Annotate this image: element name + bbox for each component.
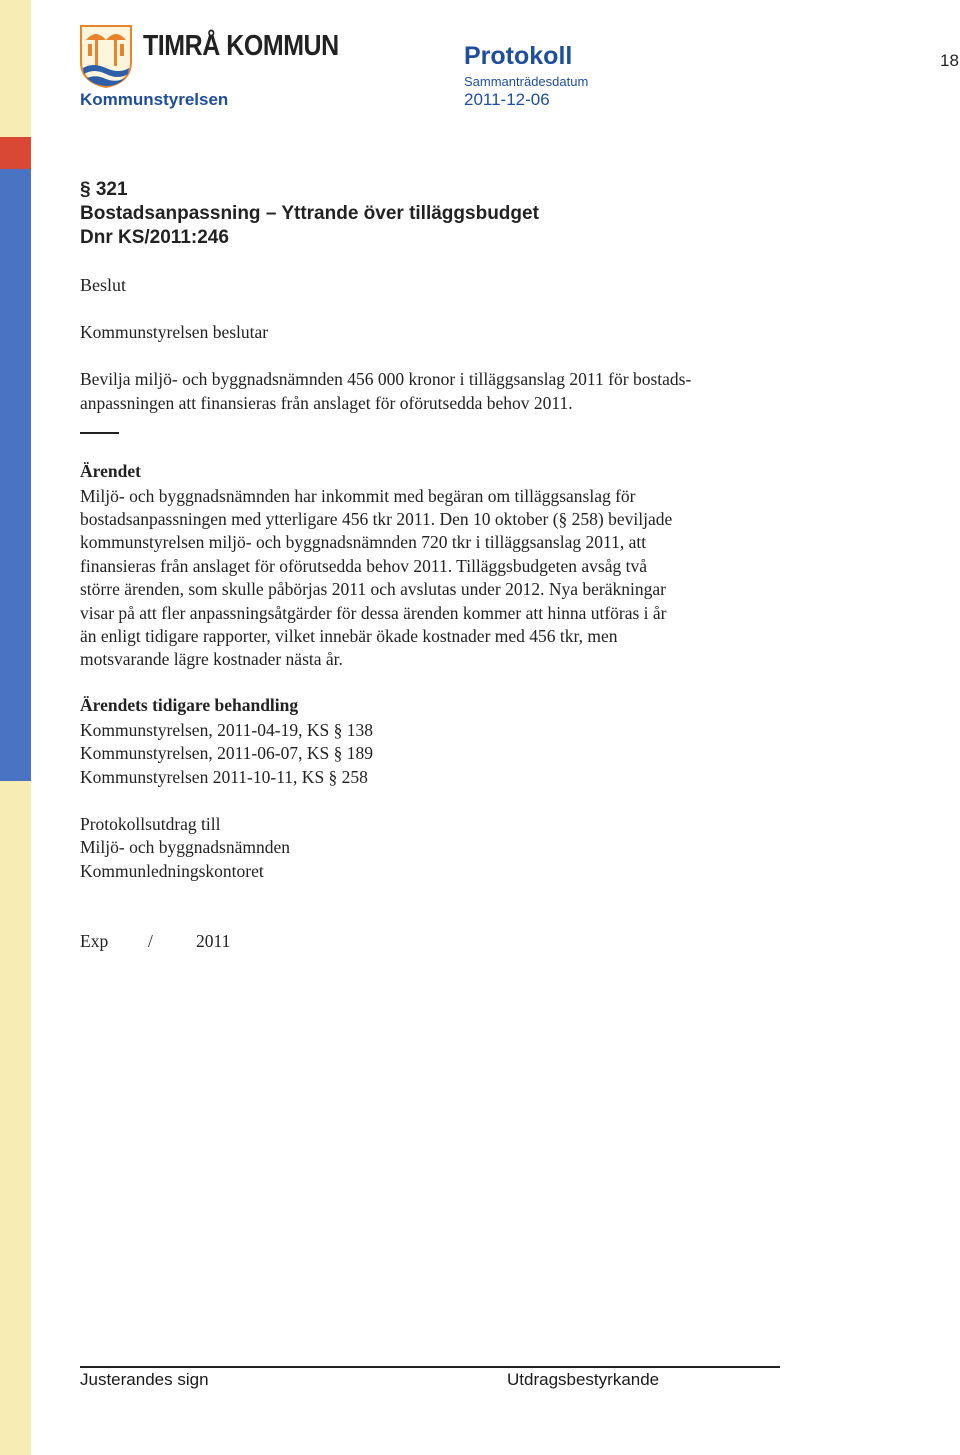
footer-rule — [80, 1366, 780, 1368]
history-entry-3: Kommunstyrelsen 2011-10-11, KS § 258 — [80, 767, 368, 787]
side-stripe-blue — [0, 169, 31, 781]
history-heading: Ärendets tidigare behandling — [80, 695, 299, 715]
history-entry-1: Kommunstyrelsen, 2011-04-19, KS § 138 — [80, 720, 373, 740]
matter-line-1: Miljö- och byggnadsnämnden har inkommit med begäran om tilläggsanslag för — [80, 486, 636, 506]
section-heading — [80, 178, 539, 250]
footer-certification-label: Utdragsbestyrkande — [507, 1370, 660, 1389]
logo-text: TIMRÅ KOMMUN — [143, 30, 339, 62]
expedition-label: Exp — [80, 931, 109, 951]
decision-heading: Beslut — [80, 275, 127, 295]
expedition-slash: / — [148, 931, 153, 951]
matter-line-4: finansieras från anslaget för oförutsedda behov 2011. Tilläggsbudgeten avsåg två — [80, 556, 647, 576]
side-stripe-red — [0, 137, 31, 169]
side-stripe-yellow-top — [0, 0, 31, 137]
decision-line-2: anpassningen att finansieras från anslaget för oförutsedda behov 2011. — [80, 393, 573, 413]
distribution-recipient-1: Miljö- och byggnadsnämnden — [80, 837, 290, 857]
page-number: 18 — [940, 51, 959, 70]
document-title: Protokoll — [464, 42, 573, 70]
section-number: § 321 — [80, 179, 128, 200]
matter-line-6: visar på att fler anpassningsåtgärder för dessa ärenden kommer att hinna utföras i år — [80, 603, 667, 623]
side-stripe-yellow-bottom — [0, 781, 31, 1455]
distribution-recipient-2: Kommunledningskontoret — [80, 861, 264, 881]
meeting-date-label: Sammanträdesdatum — [464, 74, 589, 89]
case-number: Dnr KS/2011:246 — [80, 227, 229, 248]
section-title: Bostadsanpassning – Yttrande över tilläggsbudget — [80, 203, 539, 224]
matter-heading: Ärendet — [80, 461, 141, 481]
decision-line-1: Bevilja miljö- och byggnadsnämnden 456 000 kronor i tilläggsanslag 2011 för bostads- — [80, 369, 692, 389]
expedition-year: 2011 — [196, 931, 231, 951]
matter-line-5: större ärenden, som skulle påbörjas 2011 och avslutas under 2012. Nya beräkningar — [80, 579, 666, 599]
matter-line-8: motsvarande lägre kostnader nästa år. — [80, 649, 343, 669]
matter-line-2: bostadsanpassningen med ytterligare 456 tkr 2011. Den 10 oktober (§ 258) beviljade — [80, 509, 673, 529]
distribution-heading: Protokollsutdrag till — [80, 814, 221, 834]
decision-divider — [80, 432, 119, 434]
matter-line-7: än enligt tidigare rapporter, vilket innebär ökade kostnader med 456 tkr, men — [80, 626, 618, 646]
decision-intro: Kommunstyrelsen beslutar — [80, 322, 269, 342]
history-entry-2: Kommunstyrelsen, 2011-06-07, KS § 189 — [80, 743, 373, 763]
department-name: Kommunstyrelsen — [80, 90, 229, 109]
meeting-date-value: 2011-12-06 — [464, 90, 550, 109]
matter-line-3: kommunstyrelsen miljö- och byggnadsnämnden 720 tkr i tilläggsanslag 2011, att — [80, 532, 647, 552]
footer-signature-label: Justerandes sign — [80, 1370, 209, 1389]
municipality-logo-icon — [78, 24, 134, 88]
